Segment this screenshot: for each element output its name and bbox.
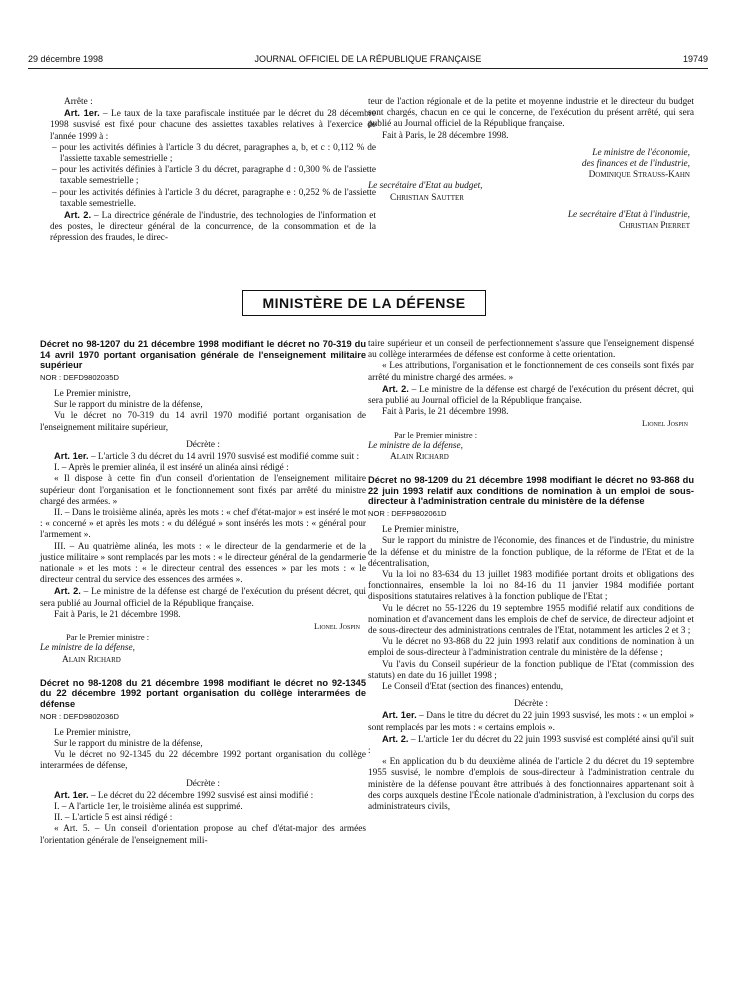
paragraph: I. – Après le premier alinéa, il est inséré un alinéa ainsi rédigé : [54,463,289,474]
header-rule [28,68,708,69]
bottom-left-column [40,339,366,847]
nor-reference: NOR : DEFD9802035D [40,372,119,382]
signatory-role: Le ministre de la défense, [40,643,135,654]
paragraph: III. – Au quatrième alinéa, les mots : « le directeur de la gendarmerie et de la justice militaire » sont remplacés par les mots : « le directeur général de la gendarmerie nationale » et les mots : « le directeur central des essences » par les mots : « le directeur central du service des essences des armées ». [40,541,366,586]
signatory-name: Alain Richard [390,452,449,463]
paragraph: Vu le décret no 55-1226 du 19 septembre 1955 modifié relatif aux conditions de nomination et d'avancement dans les emplois de chef de service, de directeur adjoint et de sous-directeur des administrations centrales de l'Etat, notamment les articles 2 et 3 ; [368,603,694,637]
paragraph: Vu le décret no 70-319 du 14 avril 1970 modifié portant organisation de l'enseignement militaire supérieur, [40,411,366,433]
signatory-name: Lionel Jospin [314,621,360,632]
paragraph: I. – A l'article 1er, le troisième alinéa est supprimé. [54,802,243,813]
article-text: – Le décret du 22 décembre 1992 susvisé est ainsi modifié : [88,790,314,801]
top-right-column [368,97,694,232]
article-paragraph [40,451,366,463]
decrete-heading: Décrète : [186,439,220,450]
nor-reference: NOR : DEFD9802036D [40,711,119,721]
signatory-role: Le ministre de l'économie, [592,147,690,158]
article-label: Art. 1er. [54,451,89,461]
article-paragraph [50,108,376,143]
signatory-name: Lionel Jospin [642,418,688,429]
article-text: – L'article 3 du décret du 14 avril 1970 susvisé est modifié comme suit : [88,452,360,462]
par-line: Par le Premier ministre : [66,632,150,643]
header-journal: JOURNAL OFFICIEL DE LA RÉPUBLIQUE FRANÇAISE [254,54,482,64]
paragraph: Sur le rapport du ministre de la défense, [54,400,203,411]
article-paragraph [368,384,694,407]
paragraph: Vu le décret no 93-868 du 22 juin 1993 relatif aux conditions de nomination à un emploi de sous-directeur à l'administration centrale du ministère de la défense ; [368,637,694,659]
paragraph: « Les attributions, l'organisation et le fonctionnement de ces conseils sont fixés par arrêté du ministre chargé des armées. » [368,361,694,383]
paragraph: Sur le rapport du ministre de l'économie, des finances et de l'industrie, du ministre de la défense et du ministre de la fonction publique, de la réforme de l'Etat et de la décentralisation, [368,536,694,569]
decrete-heading: Décrète : [186,778,220,789]
paragraph: Le Premier ministre, [382,525,459,536]
par-line: Par le Premier ministre : [394,429,478,440]
paragraph: II. – L'article 5 est ainsi rédigé : [54,813,173,824]
header-page-number: 19749 [682,54,708,64]
article-label: Art. 1er. [54,789,89,800]
top-left-column [50,97,376,245]
fait-line: Fait à Paris, le 28 décembre 1998. [382,130,509,141]
signatory-role: Le secrétaire d'Etat à l'industrie, [567,209,690,220]
article-text: – Le ministre de la défense est chargé de l'exécution du présent décret, qui sera publié au Journal officiel de la République française. [40,587,366,609]
decree-title: Décret no 98-1207 du 21 décembre 1998 modifiant le décret no 70-319 du 14 avril 1970 portant organisation générale de l'enseignement militaire supérieur [40,339,366,371]
bottom-right-column [368,339,694,813]
list-item: – pour les activités définies à l'article 3 du décret, paragraphe e : 0,252 % de l'assiette taxable semestrielle. [52,187,376,209]
decree-title: Décret no 98-1209 du 21 décembre 1998 modifiant le décret no 93-868 du 22 juin 1993 relatif aux conditions de nomination à un emploi de sous-directeur à l'administration centrale du ministère de la défense [368,475,694,507]
paragraph: « Il dispose à cette fin d'un conseil d'orientation de l'enseignement militaire supérieur dont l'organisation et le fonctionnement sont fixés par arrêté du ministre chargé des armées. » [40,474,366,507]
signatory-name: Christian Sautter [390,192,464,203]
continued-text: taire supérieur et un conseil de perfectionnement s'assure que l'enseignement dispensé au collège interarmées de défense est conforme à cette orientation. [368,339,694,361]
signatory-name: Dominique Strauss-Kahn [588,170,690,181]
arrete-heading: Arrête : [64,97,93,107]
article-label: Art. 2. [382,383,409,394]
article-paragraph [368,710,694,733]
article-text: – Le taux de la taxe parafiscale instituée par le décret du 28 décembre 1998 susvisé est fixé pour chacune des assiettes taxables relatives à l'exercice de l'année 1999 à : [50,109,377,142]
paragraph: « Art. 5. – Un conseil d'orientation propose au chef d'état-major des armées l'orientation générale de l'enseignement mili- [40,824,366,846]
paragraph: Le Premier ministre, [54,727,131,738]
article-text: – L'article 1er du décret du 22 juin 1993 susvisé est complété ainsi qu'il suit : [368,734,694,757]
nor-reference: NOR : DEFP9802061D [368,509,447,519]
article-paragraph [40,790,366,802]
paragraph: Vu l'avis du Conseil supérieur de la fonction publique de l'Etat (commission des statuts) en date du 16 juillet 1998 ; [368,659,694,681]
signatory-name: Christian Pierret [619,221,690,232]
signatory-role: Le ministre de la défense, [368,440,463,451]
article-label: Art. 1er. [64,108,100,119]
paragraph: « En application du b du deuxième alinéa de l'article 2 du décret du 19 septembre 1955 susvisé, le nombre d'emplois de sous-directeur à l'administration centrale du ministère de la défense pouvant être attribués à des fonctionnaires appartenant soit à des corps auxquels destine l'École nationale d'administration, à l'exclusion du corps des administrateurs civils, [368,757,694,813]
article-text: – La directrice générale de l'industrie, des technologies de l'information et des postes, le directeur général de la concurrence, de la consommation et de la répression des fraudes, le direc- [50,211,376,244]
paragraph: Vu la loi no 83-634 du 13 juillet 1983 modifiée portant droits et obligations des fonctionnaires, ensemble la loi no 84-16 du 11 janvier 1984 modifiée portant dispositions statutaires relatives à la fonction publique de l'Etat ; [368,570,694,603]
list-item: – pour les activités définies à l'article 3 du décret, paragraphes a, b, et c : 0,112 % de l'assiette taxable semestrielle ; [52,142,376,165]
paragraph: Le Premier ministre, [54,388,131,399]
article-label: Art. 2. [64,210,92,221]
article-label: Art. 2. [54,586,81,597]
paragraph: Vu le décret no 92-1345 du 22 décembre 1992 portant organisation du collège interarmées de défense, [40,750,366,772]
list-item: – pour les activités définies à l'article 3 du décret, paragraphe d : 0,300 % de l'assiette taxable semestrielle ; [52,165,376,187]
decrete-heading: Décrète : [514,699,548,710]
article-label: Art. 2. [382,733,409,744]
paragraph: Le Conseil d'Etat (section des finances) entendu, [382,682,564,693]
article-text: – Le ministre de la défense est chargé de l'exécution du présent décret, qui sera publié au Journal officiel de la République française. [368,384,694,407]
article-label: Art. 1er. [382,710,417,721]
page-header [28,54,708,66]
fait-line: Fait à Paris, le 21 décembre 1998. [382,407,509,418]
signatory-role: Le secrétaire d'Etat au budget, [368,181,483,192]
header-date: 29 décembre 1998 [28,54,104,64]
article-text: – Dans le titre du décret du 22 juin 1993 susvisé, les mots : « un emploi » sont remplacés par les mots : « certains emplois ». [368,711,695,733]
article-paragraph [40,586,366,609]
ministry-heading: MINISTÈRE DE LA DÉFENSE [242,290,486,316]
continued-text: teur de l'action régionale et de la petite et moyenne industrie et le directeur du budget sont chargés, chacun en ce qui le concerne, de l'exécution du présent arrêté, qui sera publié au Journal officiel de la République française. [368,97,694,130]
decree-title: Décret no 98-1208 du 21 décembre 1998 modifiant le décret no 92-1345 du 22 décembre 1992 portant organisation du collège interarmées de défense [40,677,366,710]
article-paragraph [368,734,694,757]
paragraph: II. – Dans le troisième alinéa, après les mots : « chef d'état-major » est inséré le mot : « concerné » et après les mots : « du délégué » sont insérés les mots : « général pour l'armement ». [40,508,366,541]
paragraph: Sur le rapport du ministre de la défense, [54,739,203,750]
fait-line: Fait à Paris, le 21 décembre 1998. [54,609,181,620]
signatory-name: Alain Richard [62,654,121,665]
signatory-role: des finances et de l'industrie, [581,159,690,170]
article-paragraph [50,210,376,245]
